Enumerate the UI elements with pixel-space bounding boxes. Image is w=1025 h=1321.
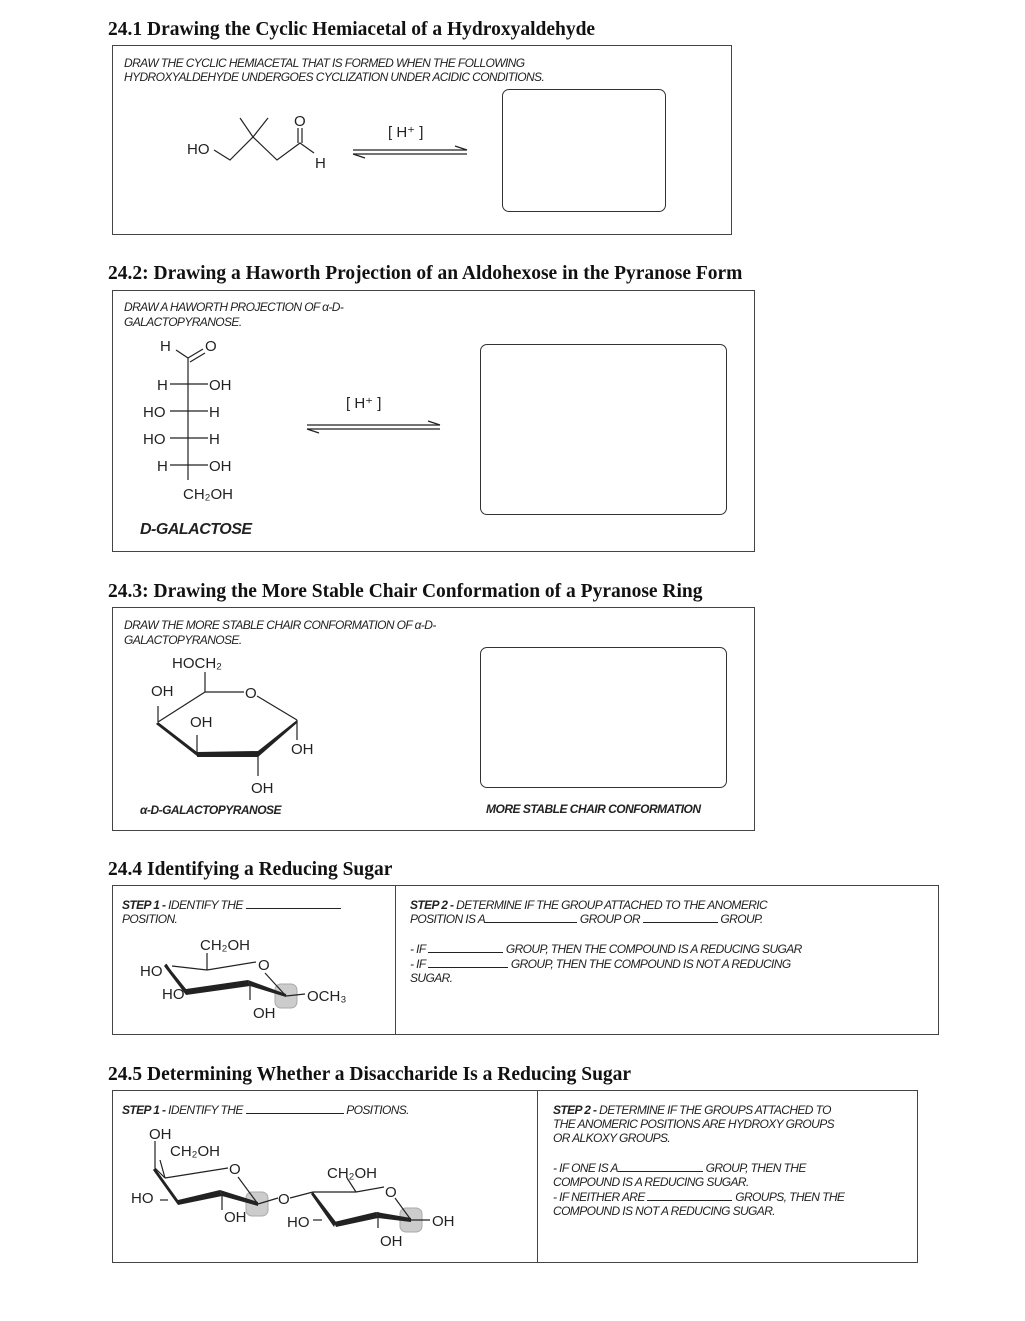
step-text: - IF bbox=[410, 942, 429, 956]
step-text: - IF NEITHER ARE bbox=[553, 1190, 648, 1204]
step-label: STEP 2 - bbox=[553, 1103, 600, 1117]
atom-o: O bbox=[205, 338, 217, 355]
instruction-line-1: DRAW THE CYCLIC HEMIACETAL THAT IS FORMED WHEN THE FOLLOWING bbox=[124, 56, 525, 70]
atom-ring-o: O bbox=[258, 957, 270, 974]
instruction-line-2: GALACTOPYRANOSE. bbox=[124, 633, 242, 647]
atom-oh-bottom: OH bbox=[251, 780, 274, 797]
atom-oh: OH bbox=[253, 1005, 276, 1022]
acid-catalyst-label: [ H⁺ ] bbox=[346, 395, 382, 412]
atom-h: H bbox=[160, 338, 171, 355]
step-text: - IF bbox=[410, 957, 429, 971]
section-24-1-heading: 24.1 Drawing the Cyclic Hemiacetal of a Hydroxyaldehyde bbox=[108, 19, 596, 40]
atom-och3: OCH₃ bbox=[307, 988, 347, 1005]
atom-oh: OH bbox=[224, 1209, 247, 1226]
step-text: GROUP, THEN THE COMPOUND IS NOT A REDUCING bbox=[508, 957, 791, 971]
condition-2-cont: COMPOUND IS NOT A REDUCING SUGAR. bbox=[553, 1204, 775, 1218]
atom-ch2oh: CH₂OH bbox=[183, 486, 233, 503]
atom-oh: OH bbox=[149, 1126, 172, 1143]
step-text: GROUP. bbox=[717, 912, 763, 926]
instruction-line-1: DRAW A HAWORTH PROJECTION OF α-D- bbox=[124, 300, 344, 314]
atom-ring-o: O bbox=[385, 1184, 397, 1201]
step-label: STEP 1 - bbox=[122, 1103, 169, 1117]
step-text: GROUP OR bbox=[577, 912, 643, 926]
step-text: POSITIONS. bbox=[343, 1103, 409, 1117]
atom-oh-mid: OH bbox=[190, 714, 213, 731]
instruction-line-1: DRAW THE MORE STABLE CHAIR CONFORMATION OF α-D- bbox=[124, 618, 436, 632]
condition-2-cont: SUGAR. bbox=[410, 971, 453, 985]
row2-right: H bbox=[209, 404, 220, 421]
atom-oh: OH bbox=[380, 1233, 403, 1250]
condition-1-cont: COMPOUND IS A REDUCING SUGAR. bbox=[553, 1175, 749, 1189]
step1-text-2: POSITION. bbox=[122, 912, 178, 926]
instruction-line-2: HYDROXYALDEHYDE UNDERGOES CYCLIZATION UNDER ACIDIC CONDITIONS. bbox=[124, 70, 545, 84]
row3-right: H bbox=[209, 431, 220, 448]
section-24-5-heading: 24.5 Determining Whether a Disaccharide Is a Reducing Sugar bbox=[108, 1064, 632, 1085]
row4-right: OH bbox=[209, 458, 232, 475]
step-text: IDENTIFY THE bbox=[168, 898, 246, 912]
instruction-line-2: GALACTOPYRANOSE. bbox=[124, 315, 242, 329]
step-text: DETERMINE IF THE GROUPS ATTACHED TO bbox=[599, 1103, 831, 1117]
atom-o: O bbox=[294, 113, 306, 130]
step2-text-2: THE ANOMERIC POSITIONS ARE HYDROXY GROUPS bbox=[553, 1117, 835, 1131]
compound-name: D-GALACTOSE bbox=[140, 521, 252, 538]
step-text: GROUP, THEN THE bbox=[702, 1161, 806, 1175]
step2-text-3: OR ALKOXY GROUPS. bbox=[553, 1131, 671, 1145]
atom-h: H bbox=[315, 155, 326, 172]
row3-left: HO bbox=[143, 431, 166, 448]
section-24-2-heading: 24.2: Drawing a Haworth Projection of an Aldohexose in the Pyranose Form bbox=[108, 263, 743, 284]
atom-ho: HO bbox=[187, 141, 210, 158]
row1-left: H bbox=[157, 377, 168, 394]
acid-catalyst-label: [ H⁺ ] bbox=[388, 124, 424, 141]
atom-ho: HO bbox=[131, 1190, 154, 1207]
row2-left: HO bbox=[143, 404, 166, 421]
atom-ho: HO bbox=[140, 963, 163, 980]
atom-oh-right: OH bbox=[291, 741, 314, 758]
section-24-4-heading: 24.4 Identifying a Reducing Sugar bbox=[108, 859, 393, 880]
atom-ho: HO bbox=[287, 1214, 310, 1231]
atom-oh: OH bbox=[432, 1213, 455, 1230]
step-text: GROUPS, THEN THE bbox=[732, 1190, 845, 1204]
step-text: IDENTIFY THE bbox=[168, 1103, 246, 1117]
atom-hoch2: HOCH₂ bbox=[172, 655, 222, 672]
atom-ring-o: O bbox=[245, 685, 257, 702]
step-text: - IF ONE IS A bbox=[553, 1161, 618, 1175]
row1-right: OH bbox=[209, 377, 232, 394]
step-text: GROUP, THEN THE COMPOUND IS A REDUCING SUGAR bbox=[503, 942, 802, 956]
atom-ch2oh: CH₂OH bbox=[200, 937, 250, 954]
section-24-3-heading: 24.3: Drawing the More Stable Chair Conformation of a Pyranose Ring bbox=[108, 581, 703, 602]
atom-ring-o: O bbox=[229, 1161, 241, 1178]
step-text: DETERMINE IF THE GROUP ATTACHED TO THE ANOMERIC bbox=[456, 898, 768, 912]
compound-name: α-D-GALACTOPYRANOSE bbox=[140, 803, 282, 817]
answer-label: MORE STABLE CHAIR CONFORMATION bbox=[486, 802, 701, 816]
atom-ch2oh: CH₂OH bbox=[170, 1143, 220, 1160]
step-text: POSITION IS A bbox=[410, 912, 486, 926]
step-label: STEP 2 - bbox=[410, 898, 457, 912]
atom-oh-top: OH bbox=[151, 683, 174, 700]
row4-left: H bbox=[157, 458, 168, 475]
atom-glycosidic-o: O bbox=[278, 1191, 290, 1208]
step-label: STEP 1 - bbox=[122, 898, 169, 912]
atom-ho: HO bbox=[162, 986, 185, 1003]
atom-ch2oh: CH₂OH bbox=[327, 1165, 377, 1182]
